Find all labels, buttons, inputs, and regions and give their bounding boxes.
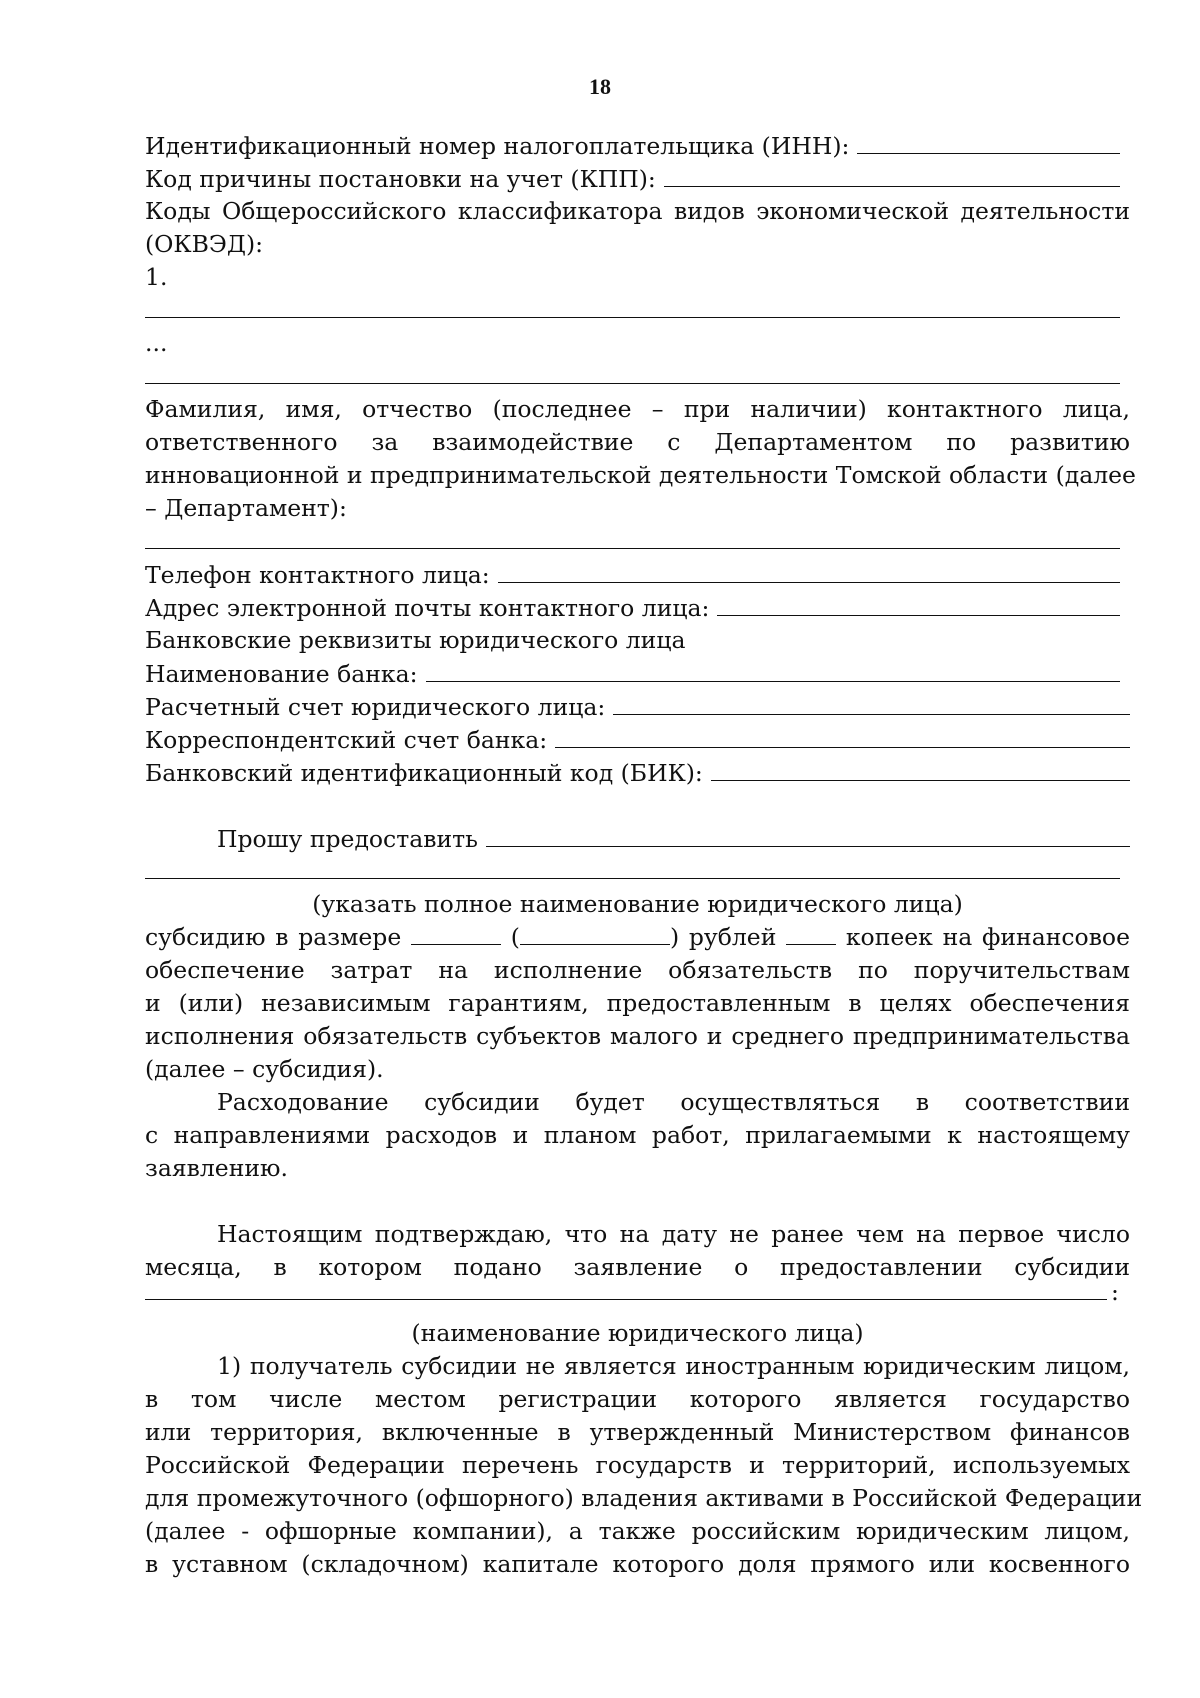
okved-label-line2: (ОКВЭД): (145, 230, 264, 258)
condition1-line7: в уставном (складочном) капитале которого доля прямого или косвенного (145, 1550, 1130, 1578)
bank-name-field[interactable] (426, 657, 1120, 682)
applicant-name-caption: (наименование юридического лица) (411, 1319, 864, 1347)
subsidy-text-line3: и (или) независимым гарантиям, предоставленным в целях обеспечения (145, 989, 1130, 1017)
condition1-line3: или территория, включенные в утвержденный Министерством финансов (145, 1418, 1130, 1446)
contact-name-label-line2: ответственного за взаимодействие с Департаментом по развитию (145, 428, 1130, 456)
amount-kopecks-field[interactable] (786, 922, 836, 945)
corr-account-row (145, 723, 1130, 756)
kpp-row (145, 162, 1130, 195)
okved-ellipsis: ... (145, 329, 168, 357)
subsidy-rubles-text: ) рублей (669, 923, 777, 951)
request-label: Прошу предоставить (217, 825, 478, 853)
bank-name-row (145, 657, 1130, 690)
subsidy-paren-open: ( (510, 923, 520, 951)
amount-words-field[interactable] (520, 922, 670, 945)
subsidy-text-line4: исполнения обязательств субъектов малого и среднего предпринимательства (145, 1022, 1130, 1050)
inn-field[interactable] (857, 129, 1120, 154)
subsidy-amount-line (145, 921, 1130, 954)
condition1-line5: для промежуточного (офшорного) владения активами в Российской Федерации (145, 1484, 1143, 1512)
contact-name-field[interactable] (145, 516, 1120, 549)
email-label: Адрес электронной почты контактного лица: (145, 594, 710, 622)
okved-item-number: 1. (145, 263, 168, 291)
email-row (145, 591, 1130, 624)
bik-field[interactable] (711, 756, 1130, 781)
phone-label: Телефон контактного лица: (145, 561, 490, 589)
expenditure-text-line2: с направлениями расходов и планом работ, прилагаемыми к настоящему (145, 1121, 1130, 1149)
subsidy-text-line2: обеспечение затрат на исполнение обязательств по поручительствам (145, 956, 1130, 984)
account-field[interactable] (613, 690, 1130, 715)
applicant-name-row (145, 1275, 1130, 1308)
expenditure-text-line3: заявлению. (145, 1154, 288, 1182)
condition1-line2: в том числе местом регистрации которого является государство (145, 1385, 1130, 1413)
contact-name-label-line1: Фамилия, имя, отчество (последнее – при наличии) контактного лица, (145, 395, 1130, 423)
amount-rubles-field[interactable] (411, 922, 501, 945)
bik-row (145, 756, 1130, 789)
okved-label-line1: Коды Общероссийского классификатора видов экономической деятельности (145, 197, 1130, 225)
contact-name-label-line3: инновационной и предпринимательской деятельности Томской области (далее (145, 461, 1136, 489)
inn-label: Идентификационный номер налогоплательщика (ИНН): (145, 132, 850, 160)
expenditure-text-line1: Расходование субсидии будет осуществляться в соответствии (217, 1088, 1130, 1116)
kpp-label: Код причины постановки на учет (КПП): (145, 165, 656, 193)
phone-field[interactable] (498, 558, 1120, 583)
bank-name-label: Наименование банка: (145, 660, 418, 688)
recipient-caption: (указать полное наименование юридического лица) (312, 890, 963, 918)
recipient-field[interactable] (486, 822, 1130, 847)
page-number: 18 (589, 74, 611, 99)
phone-row (145, 558, 1130, 591)
bik-label: Банковский идентификационный код (БИК): (145, 759, 703, 787)
condition1-line6: (далее - офшорные компании), а также российским юридическим лицом, (145, 1517, 1130, 1545)
colon-mark: : (1111, 1278, 1119, 1306)
corr-account-label: Корреспондентский счет банка: (145, 726, 548, 754)
confirm-text-line1: Настоящим подтверждаю, что на дату не ранее чем на первое число (217, 1220, 1130, 1248)
account-label: Расчетный счет юридического лица: (145, 693, 606, 721)
condition1-line1: 1) получатель субсидии не является иностранным юридическим лицом, (217, 1352, 1130, 1380)
confirm-text-line2: месяца, в котором подано заявление о предоставлении субсидии (145, 1253, 1130, 1281)
subsidy-amount-text: субсидию в размере (145, 923, 402, 951)
document-body (145, 129, 1143, 1581)
applicant-name-field[interactable] (145, 1275, 1107, 1300)
condition1-line4: Российской Федерации перечень государств и территорий, используемых (145, 1451, 1130, 1479)
account-row (145, 690, 1130, 723)
bank-details-heading: Банковские реквизиты юридического лица (145, 626, 686, 654)
okved-field-1[interactable] (145, 285, 1120, 318)
okved-field-n[interactable] (145, 351, 1120, 384)
corr-account-field[interactable] (555, 723, 1130, 748)
recipient-field-line2[interactable] (145, 846, 1120, 879)
subsidy-kopecks-text: копеек на финансовое (845, 923, 1130, 951)
inn-row (145, 129, 1130, 162)
kpp-field[interactable] (664, 162, 1120, 187)
email-field[interactable] (717, 591, 1120, 616)
contact-name-label-line4: – Департамент): (145, 494, 347, 522)
subsidy-text-line5: (далее – субсидия). (145, 1055, 384, 1083)
